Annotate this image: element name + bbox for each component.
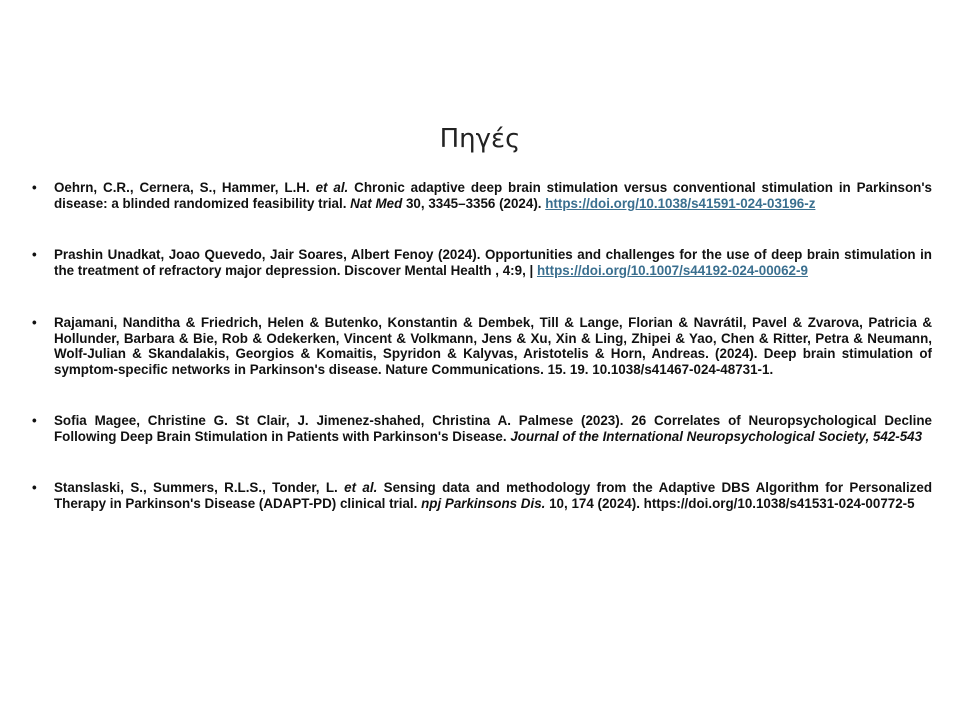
reference-text: Prashin Unadkat, Joao Quevedo, Jair Soares, Albert Fenoy (2024). Opportunities and challenges for the use of deep brain stimulation in the treatment of refractory major depression. Discover Mental Health , 4:9, | (54, 247, 932, 278)
reference-item (32, 315, 932, 377)
reference-authors: Stanslaski, S., Summers, R.L.S., Tonder, L. (54, 480, 345, 495)
reference-doi-link[interactable]: https://doi.org/10.1007/s44192-024-00062-9 (536, 262, 808, 278)
reference-volume: 10 (545, 495, 564, 511)
reference-volume: 30 (402, 195, 421, 211)
reference-etal: et al. (344, 480, 378, 495)
slide-title: Πηγές (439, 124, 521, 154)
reference-title: Chronic adaptive deep brain stimulation versus conventional stimulation in Parkinson's disease: a blinded randomized feasibility trial. (54, 180, 932, 211)
reference-etal: et al. (315, 180, 349, 195)
reference-pages: , 174 (2024). https://doi.org/10.1038/s41531-024-00772-5 (564, 495, 915, 511)
reference-item (32, 247, 932, 278)
reference-journal: Nat Med (350, 195, 403, 211)
bullet-icon: • (32, 180, 37, 195)
bullet-icon: • (32, 480, 37, 495)
reference-authors: Oehrn, C.R., Cernera, S., Hammer, L.H. (54, 180, 316, 195)
bullet-icon: • (32, 247, 37, 262)
reference-item (32, 413, 932, 444)
reference-text: Rajamani, Nanditha & Friedrich, Helen & Butenko, Konstantin & Dembek, Till & Lange, Florian & Navrátil, Pavel & Zvarova, Patricia & Hollunder, Barbara & Bie, Rob & Odekerken, Vincent & Volkmann, Jens & Xu, Xin & Ling, Zhipei & Yao, Chen & Ritter, Petra & Neumann, Wolf-Julian & Skandalakis, Georgios & Komaitis, Spyridon & Kalyvas, Aristotelis & Horn, Andreas. (2024). Deep brain stimulation of symptom-specific networks in Parkinson's disease. Nature Communications. 15. 19. 10.1038/s41467-024-48731-1. (54, 315, 932, 377)
reference-pages: , 3345–3356 (2024). (420, 195, 546, 211)
reference-title: Sensing data and methodology from the Adaptive DBS Algorithm for Personalized Therapy in Parkinson's Disease (ADAPT-PD) clinical trial. (54, 480, 933, 511)
reference-item (32, 180, 932, 211)
reference-journal: npj Parkinsons Dis. (421, 495, 546, 511)
bullet-icon: • (32, 315, 37, 330)
reference-item (32, 480, 932, 511)
bullet-icon: • (32, 413, 37, 428)
reference-list (32, 180, 932, 511)
reference-doi-link[interactable]: https://doi.org/10.1038/s41591-024-03196-z (545, 195, 816, 211)
reference-journal: Journal of the International Neuropsychological Society, 542-543 (510, 428, 923, 444)
reference-text: Sofia Magee, Christine G. St Clair, J. Jimenez-shahed, Christina A. Palmese (2023). 26 Correlates of Neuropsychological Decline Following Deep Brain Stimulation in Patients with Parkinson's Disease. (54, 413, 932, 444)
